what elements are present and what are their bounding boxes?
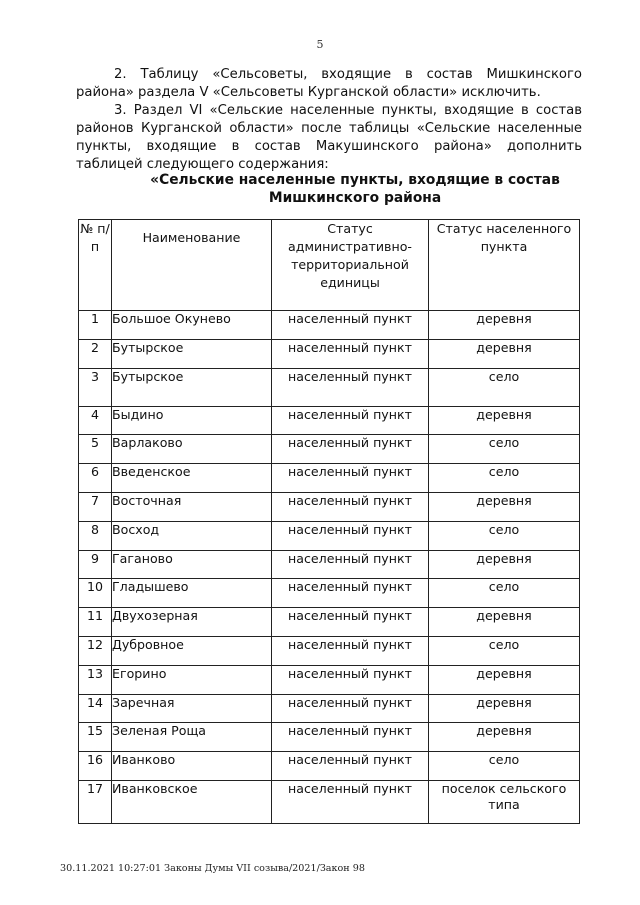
row-name: Дубровное <box>112 636 272 665</box>
row-settlement-type: село <box>429 752 580 781</box>
row-name: Иванково <box>112 752 272 781</box>
table-title <box>120 171 590 207</box>
table-row <box>79 579 580 608</box>
row-admin-status: населенный пункт <box>272 406 429 435</box>
row-number: 1 <box>79 311 112 340</box>
row-name: Заречная <box>112 694 272 723</box>
table-row <box>79 368 580 406</box>
table-row <box>79 464 580 493</box>
paragraph-item-3-text: 3. Раздел VI «Сельские населенные пункты, входящие в состав районов Курганской области» после таблицы «Сельские населенные пункты, входящие в состав Макушинского района» дополнить таблицей следующего содержания: <box>76 103 582 172</box>
table-header <box>79 220 580 311</box>
row-name: Бутырское <box>112 339 272 368</box>
table-row <box>79 492 580 521</box>
table-row <box>79 435 580 464</box>
row-admin-status: населенный пункт <box>272 464 429 493</box>
row-admin-status: населенный пункт <box>272 665 429 694</box>
header-status-admin: Статус административно-территориальной единицы <box>272 220 429 311</box>
page-number: 5 <box>316 38 324 51</box>
row-admin-status: населенный пункт <box>272 339 429 368</box>
row-name: Введенское <box>112 464 272 493</box>
row-number: 15 <box>79 723 112 752</box>
table-row <box>79 723 580 752</box>
table-row <box>79 550 580 579</box>
table-row <box>79 694 580 723</box>
table-title-line-1: «Сельские населенные пункты, входящие в состав <box>150 172 560 188</box>
table-row <box>79 311 580 340</box>
row-number: 17 <box>79 780 112 823</box>
header-num: № п/п <box>79 220 112 311</box>
row-admin-status: населенный пункт <box>272 368 429 406</box>
table-row <box>79 636 580 665</box>
row-settlement-type: деревня <box>429 492 580 521</box>
row-settlement-type: деревня <box>429 550 580 579</box>
row-admin-status: населенный пункт <box>272 608 429 637</box>
row-number: 5 <box>79 435 112 464</box>
row-name: Восточная <box>112 492 272 521</box>
header-name: Наименование <box>112 220 272 311</box>
row-admin-status: населенный пункт <box>272 780 429 823</box>
row-name: Иванковское <box>112 780 272 823</box>
row-number: 2 <box>79 339 112 368</box>
row-admin-status: населенный пункт <box>272 579 429 608</box>
row-number: 12 <box>79 636 112 665</box>
row-settlement-type: село <box>429 464 580 493</box>
row-admin-status: населенный пункт <box>272 435 429 464</box>
row-number: 6 <box>79 464 112 493</box>
row-settlement-type: село <box>429 368 580 406</box>
table-body <box>79 311 580 824</box>
row-admin-status: населенный пункт <box>272 636 429 665</box>
paragraph-item-2 <box>76 66 582 102</box>
row-number: 9 <box>79 550 112 579</box>
row-number: 13 <box>79 665 112 694</box>
row-settlement-type: село <box>429 579 580 608</box>
paragraph-item-3 <box>76 102 582 174</box>
row-settlement-type: деревня <box>429 665 580 694</box>
row-name: Двухозерная <box>112 608 272 637</box>
row-settlement-type: село <box>429 435 580 464</box>
row-admin-status: населенный пункт <box>272 492 429 521</box>
row-admin-status: населенный пункт <box>272 550 429 579</box>
row-name: Гаганово <box>112 550 272 579</box>
row-admin-status: населенный пункт <box>272 752 429 781</box>
row-admin-status: населенный пункт <box>272 694 429 723</box>
settlements-table <box>78 219 580 824</box>
row-settlement-type: поселок сельского типа <box>429 780 580 823</box>
row-number: 4 <box>79 406 112 435</box>
table-row <box>79 780 580 823</box>
row-name: Гладышево <box>112 579 272 608</box>
paragraph-item-2-text: 2. Таблицу «Сельсоветы, входящие в состав Мишкинского района» раздела V «Сельсоветы Курганской области» исключить. <box>76 67 582 100</box>
table-row <box>79 665 580 694</box>
row-number: 11 <box>79 608 112 637</box>
table-row <box>79 339 580 368</box>
row-settlement-type: деревня <box>429 608 580 637</box>
row-settlement-type: деревня <box>429 694 580 723</box>
row-number: 14 <box>79 694 112 723</box>
header-status-settlement: Статус населенного пункта <box>429 220 580 311</box>
row-number: 16 <box>79 752 112 781</box>
table-row <box>79 406 580 435</box>
row-name: Егорино <box>112 665 272 694</box>
row-admin-status: населенный пункт <box>272 723 429 752</box>
row-settlement-type: деревня <box>429 339 580 368</box>
row-settlement-type: деревня <box>429 723 580 752</box>
row-name: Большое Окунево <box>112 311 272 340</box>
row-settlement-type: село <box>429 636 580 665</box>
row-settlement-type: село <box>429 521 580 550</box>
row-number: 3 <box>79 368 112 406</box>
row-number: 8 <box>79 521 112 550</box>
row-name: Восход <box>112 521 272 550</box>
row-settlement-type: деревня <box>429 311 580 340</box>
document-footer: 30.11.2021 10:27:01 Законы Думы VII созыва/2021/Закон 98 <box>60 863 365 874</box>
table-row <box>79 752 580 781</box>
row-admin-status: населенный пункт <box>272 311 429 340</box>
row-name: Бутырское <box>112 368 272 406</box>
table-row <box>79 521 580 550</box>
row-settlement-type: деревня <box>429 406 580 435</box>
row-name: Быдино <box>112 406 272 435</box>
table-title-line-2: Мишкинского района <box>268 190 442 206</box>
row-admin-status: населенный пункт <box>272 521 429 550</box>
table-row <box>79 608 580 637</box>
row-name: Зеленая Роща <box>112 723 272 752</box>
row-name: Варлаково <box>112 435 272 464</box>
row-number: 10 <box>79 579 112 608</box>
row-number: 7 <box>79 492 112 521</box>
